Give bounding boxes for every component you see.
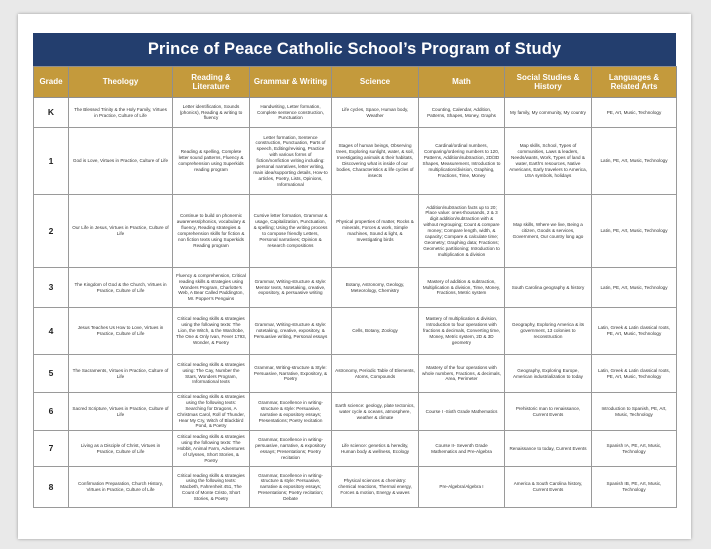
table-row: [34, 431, 677, 467]
theology-cell: The Sacraments, Virtues in Practice, Culture of Life: [69, 355, 173, 393]
grammar-cell: Grammar, Writing-structure & style: Mentor texts, Notetaking, creative, expository, & persuasive writing: [250, 268, 332, 308]
math-cell: Course II- Seventh Grade Mathematics and Pre-Algebra: [419, 431, 505, 467]
grade-cell: 7: [34, 431, 69, 467]
header-languages: Languages & Related Arts: [592, 67, 677, 98]
table-row: [34, 467, 677, 508]
program-table: [33, 66, 677, 508]
theology-cell: The Blessed Trinity & the Holy Family, Virtues in Practice, Culture of Life: [69, 98, 173, 128]
theology-cell: God is Love, Virtues in Practice, Culture of Life: [69, 128, 173, 195]
math-cell: Mastery of multiplication & division, Introduction to four operations with fractions & decimals, Converting time, Money, Metric system, 2D & 3D geometry: [419, 308, 505, 355]
header-grammar: Grammar & Writing: [250, 67, 332, 98]
grade-cell: 4: [34, 308, 69, 355]
grammar-cell: Grammar, Excellence in writing-structure & style: Persuasive, narrative & expository essays; Presentations; Poetry recitation: [250, 393, 332, 431]
table-row: [34, 128, 677, 195]
languages-cell: Spanish IB, PE, Art, Music, Technology: [592, 467, 677, 508]
science-cell: Life cycles, Space, Human body, Weather: [332, 98, 419, 128]
languages-cell: Latin, PE, Art, Music, Technology: [592, 195, 677, 268]
social-cell: Geography, Exploring America & its government, 13 colonies to reconstruction: [505, 308, 592, 355]
languages-cell: PE, Art, Music, Technology: [592, 98, 677, 128]
reading-cell: Continue to build on phonemic awareness/phonics, vocabulary & fluency, Reading strategies & comprehension skills for fiction & non fiction texts using Superkids Reading program: [173, 195, 250, 268]
header-row: [34, 67, 677, 98]
science-cell: Physical properties of matter, Rocks & minerals, Forces & work, Simple machines, Sound & light, & Investigating birds: [332, 195, 419, 268]
languages-cell: Latin, Greek & Latin classical roots, PE, Art, Music, Technology: [592, 308, 677, 355]
theology-cell: Sacred Scripture, Virtues in Practice, Culture of Life: [69, 393, 173, 431]
math-cell: Mastery of the four operations with whole numbers, Fractions, & decimals, Area, Perimeter: [419, 355, 505, 393]
science-cell: Physical sciences & chemistry: chemical reactions, Thermal energy, Forces & motion, Energy & waves: [332, 467, 419, 508]
program-title: Prince of Peace Catholic School’s Program of Study: [33, 33, 676, 66]
table-row: [34, 268, 677, 308]
science-cell: Astronomy, Periodic Table of Elements, Atoms, Compounds: [332, 355, 419, 393]
math-cell: Pre-Algebra/Algebra I: [419, 467, 505, 508]
social-cell: Map skills, Where we live, Being a citizen, Goods & services, Government, Our country long ago: [505, 195, 592, 268]
grammar-cell: Letter formation, Sentence construction, Punctuation, Parts of speech, Editing/revising, Practice with various forms of fiction/nonfiction writing including: personal narratives, letter writing, main idea/supporting details, How-to articles, Poetry, Lists, Opinions, Informational: [250, 128, 332, 195]
reading-cell: Reading & spelling, Complete letter sound patterns, Fluency & comprehension using Superkids reading program: [173, 128, 250, 195]
languages-cell: Introduction to Spanish, PE, Art, Music, Technology: [592, 393, 677, 431]
grade-cell: 8: [34, 467, 69, 508]
reading-cell: Critical reading skills & strategies using the following texts: Macbeth, Fahrenheit 451, The Count of Monte Cristo, Short Stories, & Poetry: [173, 467, 250, 508]
science-cell: Botany, Astronomy, Geology, Meteorology, Chemistry: [332, 268, 419, 308]
grade-cell: 2: [34, 195, 69, 268]
theology-cell: Living as a Disciple of Christ, Virtues in Practice, Culture of Life: [69, 431, 173, 467]
grammar-cell: Handwriting, Letter formation, Complete sentence construction, Punctuation: [250, 98, 332, 128]
science-cell: Stages of human beings, Observing trees, Exploring sunlight, water, & soil, Investigating animals & their habitats, Discovering what is inside of our bodies, Characteristics & life cycles of insects: [332, 128, 419, 195]
table-row: [34, 355, 677, 393]
reading-cell: Critical reading skills & strategies using: The Cay, Number the Stars, Wonders Program, Informational texts: [173, 355, 250, 393]
languages-cell: Latin, PE, Art, Music, Technology: [592, 268, 677, 308]
grade-cell: K: [34, 98, 69, 128]
theology-cell: Our Life in Jesus, Virtues in Practice, Culture of Life: [69, 195, 173, 268]
document-page: [18, 14, 691, 539]
social-cell: Geography, Exploring Europe, American industrialization to today: [505, 355, 592, 393]
math-cell: Addition/subtraction facts up to 20; Place value: ones-thousands, 2 & 3 digit addition/subtraction with & without regrouping; Count & compare money; Compare length, width, & capacity; Compare & calculate time; Geometry; Graphing data; Fractions; Geometric partitioning; Introduction to multiplication & division: [419, 195, 505, 268]
theology-cell: The Kingdom of God & the Church, Virtues in Practice, Culture of Life: [69, 268, 173, 308]
languages-cell: Spanish IA, PE, Art, Music, Technology: [592, 431, 677, 467]
theology-cell: Confirmation Preparation, Church History, Virtues in Practice, Culture of Life: [69, 467, 173, 508]
social-cell: Map skills, School, Types of communities, Laws & leaders, Needs/wants, Work, Types of land & water, Earth’s resources, Native Americans, Early travelers to America, USA symbols, holidays: [505, 128, 592, 195]
header-social: Social Studies & History: [505, 67, 592, 98]
table-row: [34, 195, 677, 268]
grammar-cell: Cursive letter formation, Grammar & usage, Capitalization, Punctuation, & spelling; Using the writing process to compose friendly Letters, Personal narratives; Opinion & research compositions: [250, 195, 332, 268]
grade-cell: 3: [34, 268, 69, 308]
table-row: [34, 98, 677, 128]
header-science: Science: [332, 67, 419, 98]
math-cell: Counting, Calendar, Addition, Patterns, Shapes, Money, Graphs: [419, 98, 505, 128]
social-cell: Prehistoric man to renaissance, Current Events: [505, 393, 592, 431]
grammar-cell: Grammar, Excellence in writing-persuasive, narrative, & expository essays; Presentations; Poetry recitation: [250, 431, 332, 467]
languages-cell: Latin, PE, Art, Music, Technology: [592, 128, 677, 195]
grammar-cell: Grammar, Writing-structure & Style: Persuasive, Narrative, Expository, & Poetry: [250, 355, 332, 393]
reading-cell: Fluency & comprehension, Critical reading skills & strategies using Wonders Program, Charlotte’s Web, A Bear Called Paddington, Mr. Popper’s Penguins: [173, 268, 250, 308]
social-cell: South Carolina geography & history: [505, 268, 592, 308]
science-cell: Life science: genetics & heredity, Human body & wellness, Ecology: [332, 431, 419, 467]
science-cell: Cells, Botany, Zoology: [332, 308, 419, 355]
social-cell: Renaissance to today, Current Events: [505, 431, 592, 467]
grade-cell: 1: [34, 128, 69, 195]
header-theology: Theology: [69, 67, 173, 98]
grade-cell: 6: [34, 393, 69, 431]
grade-cell: 5: [34, 355, 69, 393]
social-cell: America & South Carolina history, Current Events: [505, 467, 592, 508]
reading-cell: Critical reading skills & strategies using the following texts: The Hobbit, Animal Farm, Adventures of Ulysses, Short Stories, & Poetry: [173, 431, 250, 467]
header-reading: Reading & Literature: [173, 67, 250, 98]
header-grade: Grade: [34, 67, 69, 98]
table-row: [34, 308, 677, 355]
languages-cell: Latin, Greek & Latin classical roots, PE, Art, Music, Technology: [592, 355, 677, 393]
header-math: Math: [419, 67, 505, 98]
math-cell: Course I -Sixth Grade Mathematics: [419, 393, 505, 431]
theology-cell: Jesus Teaches Us How to Love, Virtues in Practice, Culture of Life: [69, 308, 173, 355]
math-cell: Mastery of addition & subtraction, Multiplication & division, Time, Money, Fractions, Metric system: [419, 268, 505, 308]
grammar-cell: Grammar, Excellence in writing-structure & style: Persuasive, narrative & expository essays; Presentations; Poetry recitation; Debate: [250, 467, 332, 508]
math-cell: Cardinal/ordinal numbers, Comparing/ordering numbers to 120, Patterns, Addition/subtraction, 2D/3D Shapes, Measurement, Introduction to multiplication/division, Graphing, Fractions, Time, Money: [419, 128, 505, 195]
table-row: [34, 393, 677, 431]
reading-cell: Critical reading skills & strategies using the following texts: Searching for Dragons, A Christmas Carol, Roll of Thunder, Hear My Cry, Witch of Blackbird Pond, & Poetry: [173, 393, 250, 431]
grammar-cell: Grammar, Writing-structure & style: notetaking, creative, expository, & Persuasive writing, Personal essays: [250, 308, 332, 355]
science-cell: Earth science: geology, plate tectonics, water cycle & oceans, atmosphere, weather & climate: [332, 393, 419, 431]
reading-cell: Critical reading skills & strategies using the following texts: The Lion, the Witch, & the Wardrobe, The One & Only Ivan, Fever 1793, Wonder, & Poetry: [173, 308, 250, 355]
social-cell: My family, My community, My country: [505, 98, 592, 128]
reading-cell: Letter identification, Sounds (phonics), Reading & writing to fluency: [173, 98, 250, 128]
